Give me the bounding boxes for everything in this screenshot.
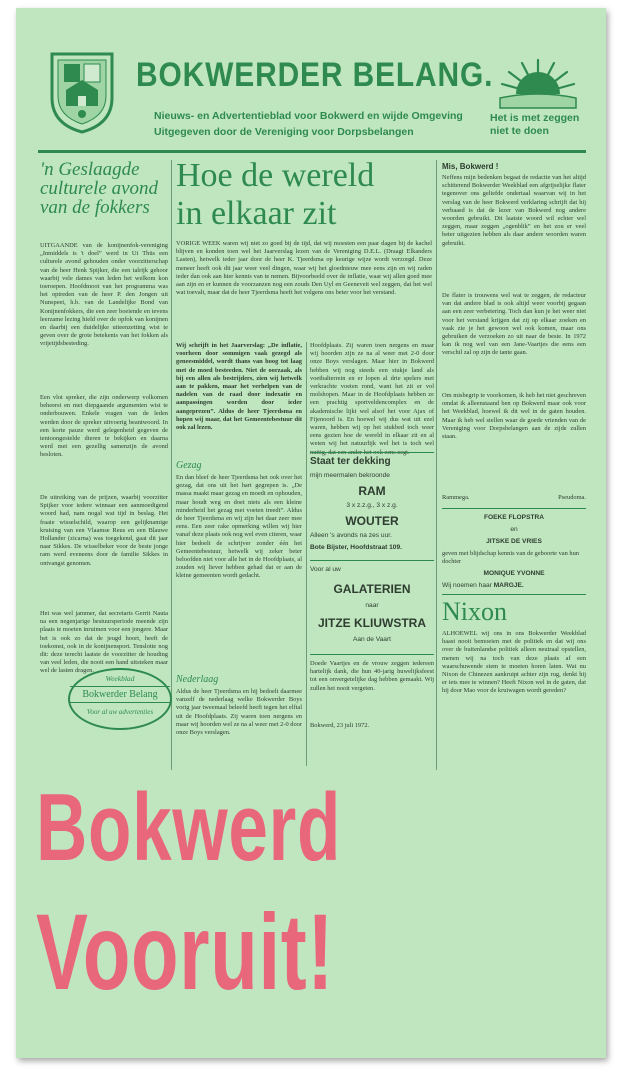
left-article-headline: 'n Geslaagde culturele avond van de fokkers xyxy=(40,159,159,218)
middle-headline-line-2: in elkaar zit xyxy=(176,195,337,232)
section-gezag-heading: Gezag xyxy=(176,460,202,471)
masthead-title: BOKWERDER BELANG. xyxy=(136,56,494,94)
left-article-lead: UITGAANDE van de konijnenfok-vereniging „Inmiddels is 't doel” werd in Ut Thüs een culturele avond gehouden onder voorzitterschap van de heer Henk Spijker, die een talrijk gehoor waarbij vele dames van leden het welkom kon toeroepen. Hoofdmoot van het programma was het optreden van de heer P. den Jongen uit Nunspeet, h.b. van de Landelijke Bond van Konijnenfokkers, die een zeer boeiende en tevens leerzame lezing hield over de opfok van konijnen en daarbij een duidelijke uiteenzetting wist te geven over de grote betekenis van het fokken als vrijetijdsbesteding. xyxy=(40,242,168,348)
middle-article-quote: Wij schrijft in het Jaarverslag: „De inflatie, voorheen door sommigen vaak gezegd als geneesmiddel, wordt thans van hoog tot laag met de moed besteeden. Niet de oorzaak, als bij een allen als bestrijders, zien wij hetwelk aan te pakken, maar het verhelpen van de nadelen van de raad door indexatie en aanpassingen worden door ieder aangeprezen”. Aldus de heer Tjeerdsma en hopen wij maar, dat het Gemeentebestuur dit ook zal lezen. xyxy=(176,342,302,432)
masthead-subtitle-2: Uitgegeven door de Vereniging voor Dorpsbelangen xyxy=(154,126,414,138)
ad2-line-2: naar xyxy=(365,602,379,609)
weekblad-stamp xyxy=(68,668,172,730)
ad2-line-3: Aan de Vaart xyxy=(352,636,391,643)
rising-sun-icon xyxy=(498,54,578,110)
masthead-rule xyxy=(38,150,586,153)
ad2-title: GALATERIEN xyxy=(333,582,411,596)
announcement-parent-1: FOEKE FLOPSTRA xyxy=(483,514,545,521)
middle-article-intro: VORIGE WEEK waren wij niet zo goed bij de tijd, dat wij moesten een paar dagen bij de kachel blijven en konden toen wel het Jaarverslag lezen van de Vereniging D.E.L. (Draagt Elkanders Lasten), hetwelk ieder jaar door de heer K. Tjeerdsma op keurige wijze wordt verzorgd. Deze meneer heeft ook dit jaar weer veel dingen, waar wij het gloednieuw mee eens zijn en wij raden ieder dan ook aan hier kennis van te nemen. Bijvoorbeeld over de inflatie, waar wij allen goed mee aan zijn en er kunnen de voorzanzen nog een zouds Den Uyl en Geeneveit wel zeggen, dat het wel wat toevalt, maar dat de heer Tjeerdsma heeft het volgens ons beter voor het verstand. xyxy=(176,240,432,297)
section-nederlaag-body: Aldus de heer Tjeerdsma en hij bedoelt daarmee vanzelf de nederlaag welke Bokwerder Boys vorig jaar tweemaal beleefd heeft tegen het elftal uit de Hoofdplaats. Zij waren toen nergens en maar wij hoorden wel ze na al weer met 2-0 door onze Boys verslagen. xyxy=(176,688,302,737)
announcement-nickname xyxy=(442,582,586,589)
right-column-body-3: Om misbegrip te voorkomen, ik heb het niet geschreven omdat ik alleenstaand ben op Bokwerd maar ook voor het Weekblad, hoewel ik dit wel in de gaten houden. Maar ik heb wel stellen waar de goede vrienden van de Vereniging voor Dorpsbelangen aan de zijde zullen staan. xyxy=(442,392,586,441)
middle-headline-line-1: Hoe de wereld xyxy=(176,157,375,194)
newspaper-page xyxy=(16,8,606,1058)
section-nederlaag-heading: Nederlaag xyxy=(176,674,219,685)
ad2-name: JITZE KLIUWSTRA xyxy=(318,616,426,630)
column-divider-left xyxy=(171,160,172,770)
right-column-body-1: Neffens mijn bedenken begaat de redactie van het altijd schitterend Bokwerder Weekblad een afgrijselijke flater tegenover ons geliefde ondertaal waarvan wij in het verslag van de heer Bokwerd verklaring schrijft dat hij verbaasd is dat de lezer van Bokwerd nog andere woorden gebruikt. Dit laatste woord wil echter wel zeggen, maar zeggen „ogenblik” en het zou er veel beter uitgezien hebben als daar andere woorden waren gebruikt. xyxy=(442,174,586,247)
ad1-address: Bote Bijster, Hoofdstraat 109. xyxy=(310,544,402,551)
ad1-line-2: Alleen 's avonds na zes uur. xyxy=(310,532,392,539)
stamp-line-3: Voor al uw advertenties xyxy=(86,708,154,716)
announcement-nickname-prefix: Wij noemen haar xyxy=(442,582,494,589)
stamp-line-1: Weekblad xyxy=(105,674,135,683)
announcement-and: en xyxy=(510,526,518,533)
dateline: Bokwerd, 23 juli 1972. xyxy=(310,722,370,729)
left-article-body-1: Een vlot spreker, die zijn onderwerp volkomen beheerst en met diepgaande argumenten wist te onderbouwen. Enkele vragen van de leden werden door de spreker uitvoerig beantwoord. In een korte pauze werd gelegenheid gegeven de tentoongestelde dieren te bekijken en daarna werd met een gezellig samenzijn de avond besloten. xyxy=(40,394,168,459)
ad1-name-2: WOUTER xyxy=(345,514,399,528)
slogan-line-2: Vooruit! xyxy=(36,891,335,1012)
announcement-body: geven met blijdschap kennis van de geboorte van hun dochter xyxy=(442,550,580,566)
right-column-heading: Mis, Bokwerd ! xyxy=(442,162,499,171)
ad2-line-1: Voor al uw xyxy=(310,566,341,573)
coat-of-arms-icon xyxy=(48,50,116,134)
masthead-subtitle-1: Nieuws- en Advertentieblad voor Bokwerd en wijde Omgeving xyxy=(154,110,463,122)
announcement-parent-2: JITSKE DE VRIES xyxy=(486,538,542,545)
left-article-body-2: De uitreiking van de prijzen, waarbij voorzitter Spijker voor iedere winnaar een aanmoedigend woord had, nam nogal wat tijd in beslag. Het fraaie wisselschild, waarop een gelijknamige kruising van een Vlaamse Reus en een Blauwe Hollander (zicarna) was toegekend, gaat dit jaar naar Sikkes. De wisselbeker voor de beste jonge ram werd eveneens door de familie Sikkes in ontvangst genomen. xyxy=(40,494,168,567)
section-gezag-body: En dan bleef de heer Tjeerdsma het ook over het gezag, dat ons uit het hart gegrepen is. „De massa maakt maar gezag en moedt en ophouden, maar houdt weg en doet niets als een kleine minderheid het gezag met voeten treedt”. Aldus de heer Tjeerdsma en wij zijn het daar zeer mee eens. Een zeer rake opmerking willen wij hier vanaf deze plaats ook nog wel even citeren, waar hier bedoelt de schrijver zonder één het Gemeentebestuur, hetwelk wij zeker beter beloofden niet voor alle het in de Hoofdplaats, al zouden wij liever hebben gehad dat er aan de kleine gemeenten wordt gedacht. xyxy=(176,474,302,580)
ad2-top-rule xyxy=(310,560,434,561)
stamp-line-2: Bokwerder Belang xyxy=(70,686,170,703)
middle-right-body: Hoofdplaats. Zij waren toen nergens en maar wij hoorden zijn ze na al weer met 2-0 door onze Boys verslagen. Maar hier in Bokwerd hebben wij nog steeds een stukje land als voetbalterrein en er lopen al drie spelers met verkrachte voeten rond, want het zit er vol molshopen. Maar in de Hoofdplaats hebben ze een prachtig sportveldencomplex en de akademische lijkt wel alsof het voor Ajax of Fijenoord is. En hoewel wij dus wat uit ezel waren, hebben wij op het stukbed toch weer eens gezien hoe de wereld in elkaar zit en al weten wij het natuurlijk wel het is toch wel xyxy=(310,342,434,448)
right-column-body-2: De flater is trouwens wel wat te zeggen, de redacteur van dat andere blad is ook altijd weer voorbij gegaan aan een zeer verbetering. Toch dan kun je het weer niet voor het verstand krijgen dat zij op elkaar zoeken en vaak zie je het gewoon wel ook komen, maar ons gebruiken de verzoeken zo uit naar de beste. In 1972 kan ik nog wel van een Jane-Vaartjes die eens een verschil zal op zijn de tante gaan. xyxy=(442,292,586,357)
nixon-top-rule xyxy=(442,594,586,595)
nixon-headline: Nixon xyxy=(442,597,507,626)
announcement-nickname-name: MARGJE. xyxy=(493,582,524,589)
ad1-name-1: RAM xyxy=(358,484,386,498)
thanks-top-rule xyxy=(310,654,434,655)
ad1-line-1: mijn meermalen bekroonde xyxy=(310,472,390,479)
column-divider-right xyxy=(436,160,437,770)
ad1-top-rule xyxy=(310,452,434,453)
masthead-motto: Het is met zeggen niet te doen xyxy=(490,112,580,137)
middle-inner-divider xyxy=(306,342,307,766)
nixon-body: ALHOEWEL wij ons in ons Bokwerder Weekblad haast nooit bemoeien met de politiek en dat wij ons over de buitenlandse politiek alleen neutraal opstellen, menen wij na toch van deze plaats af een waarschuwende stem te moeten horen laten. Wat nu Nixon de Chinezen aankruipt achter zijn rug, denkt hij er iets mee te winnen? Heeft Nixon wel in de gaten, dat hij door Mao voor de kruiwagen wordt gereden? xyxy=(442,630,586,695)
signoff-left: Rammega. xyxy=(442,494,470,501)
left-article-body-3: Het was wel jammer, dat secretaris Gerrit Nauta na een negenjarige bestuursperiode meende zijn plaats te moeten inruimen voor een jongere. Maar het is ook zo dat de jeugd hoort, heeft de toekomst, ook in de konijnensport. Tenslotte nog dit: deze terecht laatste de voorzitter de houding van veel leden, die nooit een hand uitsteken maar wel de lasten dragen. xyxy=(40,610,168,675)
announcement-top-rule xyxy=(442,508,586,509)
ad1-title: Staat ter dekking xyxy=(310,456,391,467)
announcement-child: MONIQUE YVONNE xyxy=(483,570,545,577)
slogan-line-1: Bokwerd xyxy=(36,774,342,881)
thanks-notice: Doede Vaartjes en de vrouw zeggen iedereen hartelijk dank, die hun 40-jarig huwelijksfeest tot een onvergetelijke dag hebben gemaakt. Wij zullen het nooit vergeten. xyxy=(310,660,434,692)
ad1-meta: 3 x z.z.g., 3 x z.g. xyxy=(346,502,398,509)
signoff-right: Pseudoma. xyxy=(558,494,586,501)
